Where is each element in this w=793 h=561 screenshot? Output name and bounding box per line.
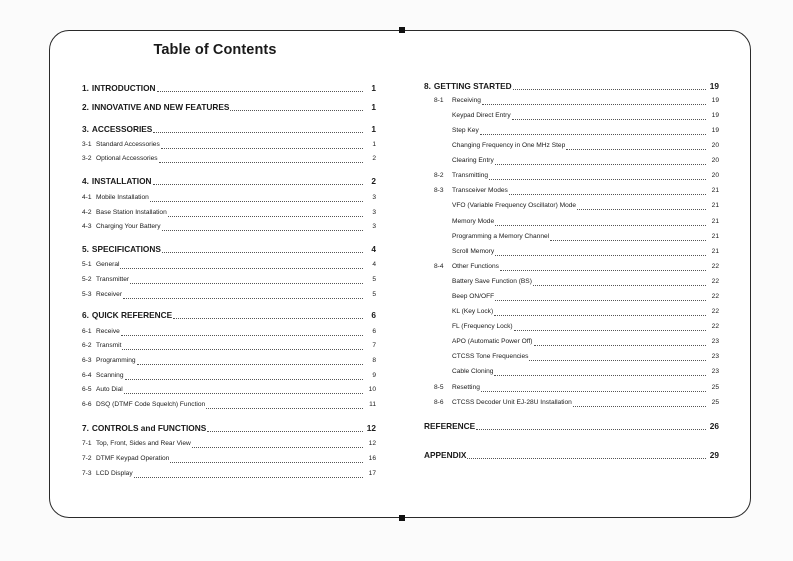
toc-page-number: 26 bbox=[709, 421, 719, 431]
toc-chapter-entry[interactable] bbox=[424, 420, 719, 432]
toc-section-entry[interactable] bbox=[82, 207, 376, 219]
toc-section-entry[interactable] bbox=[82, 192, 376, 204]
dot-leader bbox=[467, 450, 706, 459]
toc-entry-number: 6-1 bbox=[82, 328, 92, 335]
dot-leader bbox=[125, 371, 364, 380]
toc-entry-number: 8. bbox=[424, 81, 431, 91]
dot-leader bbox=[514, 322, 706, 331]
toc-entry-title: Other Functions bbox=[452, 263, 499, 270]
toc-entry-title: Cable Cloning bbox=[452, 368, 494, 375]
dot-leader bbox=[150, 193, 363, 202]
toc-entry-number: 5-1 bbox=[82, 261, 92, 268]
toc-entry-title: CTCSS Decoder Unit EJ-28U Installation bbox=[452, 399, 572, 406]
toc-page-number: 3 bbox=[372, 194, 376, 201]
toc-entry-title: FL (Frequency Lock) bbox=[452, 323, 513, 330]
toc-entry-title: Mobile Installation bbox=[96, 194, 149, 201]
dot-leader bbox=[162, 222, 363, 231]
toc-entry-number: 3-1 bbox=[82, 141, 92, 148]
toc-entry-title: Receiver bbox=[96, 291, 123, 298]
toc-entry-title: Memory Mode bbox=[452, 218, 495, 225]
toc-page-number: 20 bbox=[711, 157, 719, 164]
toc-entry-number: 6-5 bbox=[82, 386, 92, 393]
toc-section-entry[interactable] bbox=[82, 153, 376, 165]
toc-section-entry[interactable] bbox=[424, 95, 719, 107]
toc-chapter-entry[interactable] bbox=[424, 80, 719, 92]
toc-entry-title: Keypad Direct Entry bbox=[452, 112, 511, 119]
dot-leader bbox=[495, 156, 706, 165]
toc-page-number: 22 bbox=[711, 263, 719, 270]
toc-page-number: 25 bbox=[711, 399, 719, 406]
dot-leader bbox=[573, 398, 706, 407]
toc-entry-title: Top, Front, Sides and Rear View bbox=[96, 440, 191, 447]
dot-leader bbox=[494, 367, 706, 376]
toc-page-number: 22 bbox=[711, 308, 719, 315]
toc-entry-number: 3. bbox=[82, 124, 89, 134]
toc-entry-title: APO (Automatic Power Off) bbox=[452, 338, 533, 345]
dot-leader bbox=[230, 102, 363, 111]
toc-page-number: 25 bbox=[711, 384, 719, 391]
toc-entry-title: DSQ (DTMF Code Squelch) Function bbox=[96, 401, 206, 408]
toc-entry-title: SPECIFICATIONS bbox=[91, 244, 161, 254]
toc-section-entry[interactable] bbox=[82, 326, 376, 338]
dot-leader bbox=[206, 400, 363, 409]
dot-leader bbox=[121, 327, 363, 336]
dot-leader bbox=[192, 439, 363, 448]
toc-section-entry[interactable] bbox=[82, 289, 376, 301]
dot-leader bbox=[481, 383, 706, 392]
toc-page-number: 23 bbox=[711, 353, 719, 360]
toc-entry-title: Transmit bbox=[96, 342, 122, 349]
dot-leader bbox=[153, 176, 363, 185]
toc-page-number: 21 bbox=[711, 218, 719, 225]
toc-page-number: 6 bbox=[371, 310, 376, 320]
dot-leader bbox=[122, 341, 363, 350]
toc-section-entry[interactable] bbox=[424, 200, 719, 212]
toc-section-entry[interactable] bbox=[82, 221, 376, 233]
toc-section-entry[interactable] bbox=[82, 370, 376, 382]
toc-section-entry[interactable] bbox=[424, 276, 719, 288]
dot-leader bbox=[480, 126, 706, 135]
toc-entry-number: 6. bbox=[82, 310, 89, 320]
dot-leader bbox=[512, 111, 706, 120]
toc-chapter-entry[interactable] bbox=[82, 175, 376, 187]
toc-section-entry[interactable] bbox=[82, 274, 376, 286]
toc-chapter-entry[interactable] bbox=[424, 449, 719, 461]
toc-entry-title: Base Station Installation bbox=[96, 209, 167, 216]
toc-entry-title: CTCSS Tone Frequencies bbox=[452, 353, 529, 360]
dot-leader bbox=[489, 171, 706, 180]
toc-entry-number: 8-5 bbox=[434, 384, 444, 391]
toc-entry-title: Programming a Memory Channel bbox=[452, 233, 550, 240]
toc-page-number: 20 bbox=[711, 172, 719, 179]
dot-leader bbox=[157, 83, 363, 92]
toc-section-entry[interactable] bbox=[424, 110, 719, 122]
toc-entry-number: 6-4 bbox=[82, 372, 92, 379]
toc-page-number: 7 bbox=[372, 342, 376, 349]
dot-leader bbox=[550, 232, 706, 241]
toc-entry-title: REFERENCE bbox=[424, 421, 476, 431]
toc-entry-title: Standard Accessories bbox=[96, 141, 160, 148]
dot-leader bbox=[134, 469, 363, 478]
toc-page-number: 2 bbox=[371, 176, 376, 186]
toc-section-entry[interactable] bbox=[424, 397, 719, 409]
toc-entry-number: 6-3 bbox=[82, 357, 92, 364]
toc-section-entry[interactable] bbox=[82, 259, 376, 271]
toc-section-entry[interactable] bbox=[82, 340, 376, 352]
toc-entry-number: 4-3 bbox=[82, 223, 92, 230]
toc-section-entry[interactable] bbox=[82, 399, 376, 411]
toc-section-entry[interactable] bbox=[424, 306, 719, 318]
toc-entry-title: Clearing Entry bbox=[452, 157, 494, 164]
toc-section-entry[interactable] bbox=[424, 216, 719, 228]
toc-page-number: 10 bbox=[368, 386, 376, 393]
toc-entry-title: Charging Your Battery bbox=[96, 223, 161, 230]
toc-page-number: 12 bbox=[368, 440, 376, 447]
toc-page-number: 20 bbox=[711, 142, 719, 149]
toc-section-entry[interactable] bbox=[424, 170, 719, 182]
toc-entry-number: 3-2 bbox=[82, 155, 92, 162]
toc-section-entry[interactable] bbox=[424, 336, 719, 348]
toc-page-number: 4 bbox=[372, 261, 376, 268]
dot-leader bbox=[577, 201, 706, 210]
dot-leader bbox=[482, 96, 706, 105]
toc-page-number: 19 bbox=[711, 97, 719, 104]
toc-page-number: 21 bbox=[711, 233, 719, 240]
toc-entry-title: Beep ON/OFF bbox=[452, 293, 495, 300]
dot-leader bbox=[509, 186, 706, 195]
toc-section-entry[interactable] bbox=[424, 261, 719, 273]
toc-entry-number: 5-3 bbox=[82, 291, 92, 298]
dot-leader bbox=[533, 277, 706, 286]
spine-mark-bottom bbox=[399, 515, 405, 521]
toc-section-entry[interactable] bbox=[82, 468, 376, 480]
toc-entry-number: 8-6 bbox=[434, 399, 444, 406]
toc-entry-number: 7-2 bbox=[82, 455, 92, 462]
toc-entry-number: 8-3 bbox=[434, 187, 444, 194]
toc-chapter-entry[interactable] bbox=[82, 243, 376, 255]
dot-leader bbox=[476, 421, 706, 430]
toc-entry-title: LCD Display bbox=[96, 470, 133, 477]
toc-section-entry[interactable] bbox=[424, 291, 719, 303]
dot-leader bbox=[500, 262, 706, 271]
toc-section-entry[interactable] bbox=[424, 231, 719, 243]
toc-entry-title: Changing Frequency in One MHz Step bbox=[452, 142, 566, 149]
toc-entry-title: Transceiver Modes bbox=[452, 187, 508, 194]
toc-entry-title: GETTING STARTED bbox=[433, 81, 512, 91]
toc-chapter-entry[interactable] bbox=[82, 82, 376, 94]
toc-section-entry[interactable] bbox=[82, 453, 376, 465]
toc-entry-title: INNOVATIVE AND NEW FEATURES bbox=[91, 102, 230, 112]
toc-page-number: 9 bbox=[372, 372, 376, 379]
dot-leader bbox=[566, 141, 706, 150]
dot-leader bbox=[529, 352, 706, 361]
dot-leader bbox=[161, 140, 363, 149]
toc-page-number: 21 bbox=[711, 202, 719, 209]
toc-page-number: 5 bbox=[372, 276, 376, 283]
toc-chapter-entry[interactable] bbox=[82, 309, 376, 321]
toc-entry-title: Battery Save Function (BS) bbox=[452, 278, 532, 285]
toc-entry-title: Scanning bbox=[96, 372, 124, 379]
toc-entry-title: INTRODUCTION bbox=[91, 83, 156, 93]
toc-entry-number: 7. bbox=[82, 423, 89, 433]
toc-entry-title: Optional Accessories bbox=[96, 155, 158, 162]
dot-leader bbox=[173, 310, 363, 319]
toc-entry-title: QUICK REFERENCE bbox=[91, 310, 173, 320]
toc-entry-title: Transmitter bbox=[96, 276, 130, 283]
toc-entry-number: 5. bbox=[82, 244, 89, 254]
toc-page-number: 22 bbox=[711, 293, 719, 300]
toc-entry-number: 8-4 bbox=[434, 263, 444, 270]
spine-mark-top bbox=[399, 27, 405, 33]
toc-page-number: 5 bbox=[372, 291, 376, 298]
toc-page-number: 12 bbox=[366, 423, 376, 433]
dot-leader bbox=[495, 292, 706, 301]
dot-leader bbox=[494, 307, 706, 316]
toc-entry-number: 5-2 bbox=[82, 276, 92, 283]
toc-entry-number: 4-2 bbox=[82, 209, 92, 216]
toc-entry-title: Receive bbox=[96, 328, 120, 335]
dot-leader bbox=[170, 454, 363, 463]
toc-section-entry[interactable] bbox=[424, 351, 719, 363]
toc-section-entry[interactable] bbox=[424, 155, 719, 167]
toc-entry-title: KL (Key Lock) bbox=[452, 308, 494, 315]
toc-entry-number: 8-2 bbox=[434, 172, 444, 179]
toc-page-number: 22 bbox=[711, 323, 719, 330]
toc-page-number: 6 bbox=[372, 328, 376, 335]
toc-entry-title: DTMF Keypad Operation bbox=[96, 455, 170, 462]
toc-page-number: 1 bbox=[371, 83, 376, 93]
toc-entry-title: ACCESSORIES bbox=[91, 124, 153, 134]
toc-page-number: 1 bbox=[371, 124, 376, 134]
toc-section-entry[interactable] bbox=[424, 246, 719, 258]
dot-leader bbox=[162, 244, 363, 253]
toc-page-number: 16 bbox=[368, 455, 376, 462]
toc-section-entry[interactable] bbox=[82, 355, 376, 367]
toc-page-number: 3 bbox=[372, 209, 376, 216]
toc-chapter-entry[interactable] bbox=[82, 422, 376, 434]
toc-chapter-entry[interactable] bbox=[82, 123, 376, 135]
dot-leader bbox=[130, 275, 363, 284]
toc-page-number: 1 bbox=[371, 102, 376, 112]
dot-leader bbox=[159, 154, 363, 163]
toc-page-number: 2 bbox=[372, 155, 376, 162]
toc-entry-number: 1. bbox=[82, 83, 89, 93]
toc-section-entry[interactable] bbox=[424, 382, 719, 394]
toc-entry-title: CONTROLS and FUNCTIONS bbox=[91, 423, 207, 433]
toc-page-number: 21 bbox=[711, 248, 719, 255]
toc-entry-title: Transmitting bbox=[452, 172, 489, 179]
toc-entry-title: Programming bbox=[96, 357, 136, 364]
toc-page-number: 29 bbox=[709, 450, 719, 460]
toc-section-entry[interactable] bbox=[82, 139, 376, 151]
dot-leader bbox=[495, 247, 706, 256]
toc-entry-number: 7-1 bbox=[82, 440, 92, 447]
toc-entry-title: APPENDIX bbox=[424, 450, 467, 460]
toc-entry-number: 2. bbox=[82, 102, 89, 112]
toc-entry-title: General bbox=[96, 261, 120, 268]
toc-section-entry[interactable] bbox=[424, 185, 719, 197]
toc-page-number: 4 bbox=[371, 244, 376, 254]
toc-section-entry[interactable] bbox=[424, 366, 719, 378]
toc-entry-number: 4. bbox=[82, 176, 89, 186]
dot-leader bbox=[120, 260, 363, 269]
toc-page-number: 8 bbox=[372, 357, 376, 364]
toc-entry-title: Step Key bbox=[452, 127, 479, 134]
toc-section-entry[interactable] bbox=[424, 125, 719, 137]
toc-entry-title: INSTALLATION bbox=[91, 176, 152, 186]
dot-leader bbox=[534, 337, 707, 346]
toc-chapter-entry[interactable] bbox=[82, 101, 376, 113]
toc-entry-number: 4-1 bbox=[82, 194, 92, 201]
toc-page-number: 11 bbox=[369, 401, 376, 408]
dot-leader bbox=[207, 423, 363, 432]
toc-entry-title: Auto Dial bbox=[96, 386, 123, 393]
dot-leader bbox=[153, 124, 363, 133]
dot-leader bbox=[137, 356, 363, 365]
toc-page-number: 17 bbox=[368, 470, 376, 477]
toc-page-number: 19 bbox=[711, 127, 719, 134]
dot-leader bbox=[123, 290, 363, 299]
toc-page-number: 19 bbox=[711, 112, 719, 119]
toc-entry-number: 6-6 bbox=[82, 401, 92, 408]
toc-page-number: 21 bbox=[711, 187, 719, 194]
toc-section-entry[interactable] bbox=[82, 438, 376, 450]
toc-section-entry[interactable] bbox=[424, 140, 719, 152]
toc-entry-number: 6-2 bbox=[82, 342, 92, 349]
dot-leader bbox=[168, 208, 363, 217]
toc-section-entry[interactable] bbox=[82, 384, 376, 396]
dot-leader bbox=[495, 217, 706, 226]
toc-entry-title: Resetting bbox=[452, 384, 480, 391]
toc-page-number: 23 bbox=[711, 338, 719, 345]
toc-section-entry[interactable] bbox=[424, 321, 719, 333]
toc-page-number: 22 bbox=[711, 278, 719, 285]
page-title: Table of Contents bbox=[153, 42, 277, 58]
toc-page-number: 19 bbox=[709, 81, 719, 91]
toc-entry-title: VFO (Variable Frequency Oscillator) Mode bbox=[452, 202, 577, 209]
toc-entry-number: 8-1 bbox=[434, 97, 444, 104]
toc-page-number: 3 bbox=[372, 223, 376, 230]
toc-page-number: 23 bbox=[711, 368, 719, 375]
toc-page-number: 1 bbox=[372, 141, 376, 148]
dot-leader bbox=[513, 81, 706, 90]
toc-entry-title: Scroll Memory bbox=[452, 248, 495, 255]
toc-entry-number: 7-3 bbox=[82, 470, 92, 477]
toc-entry-title: Receiving bbox=[452, 97, 481, 104]
dot-leader bbox=[124, 385, 363, 394]
